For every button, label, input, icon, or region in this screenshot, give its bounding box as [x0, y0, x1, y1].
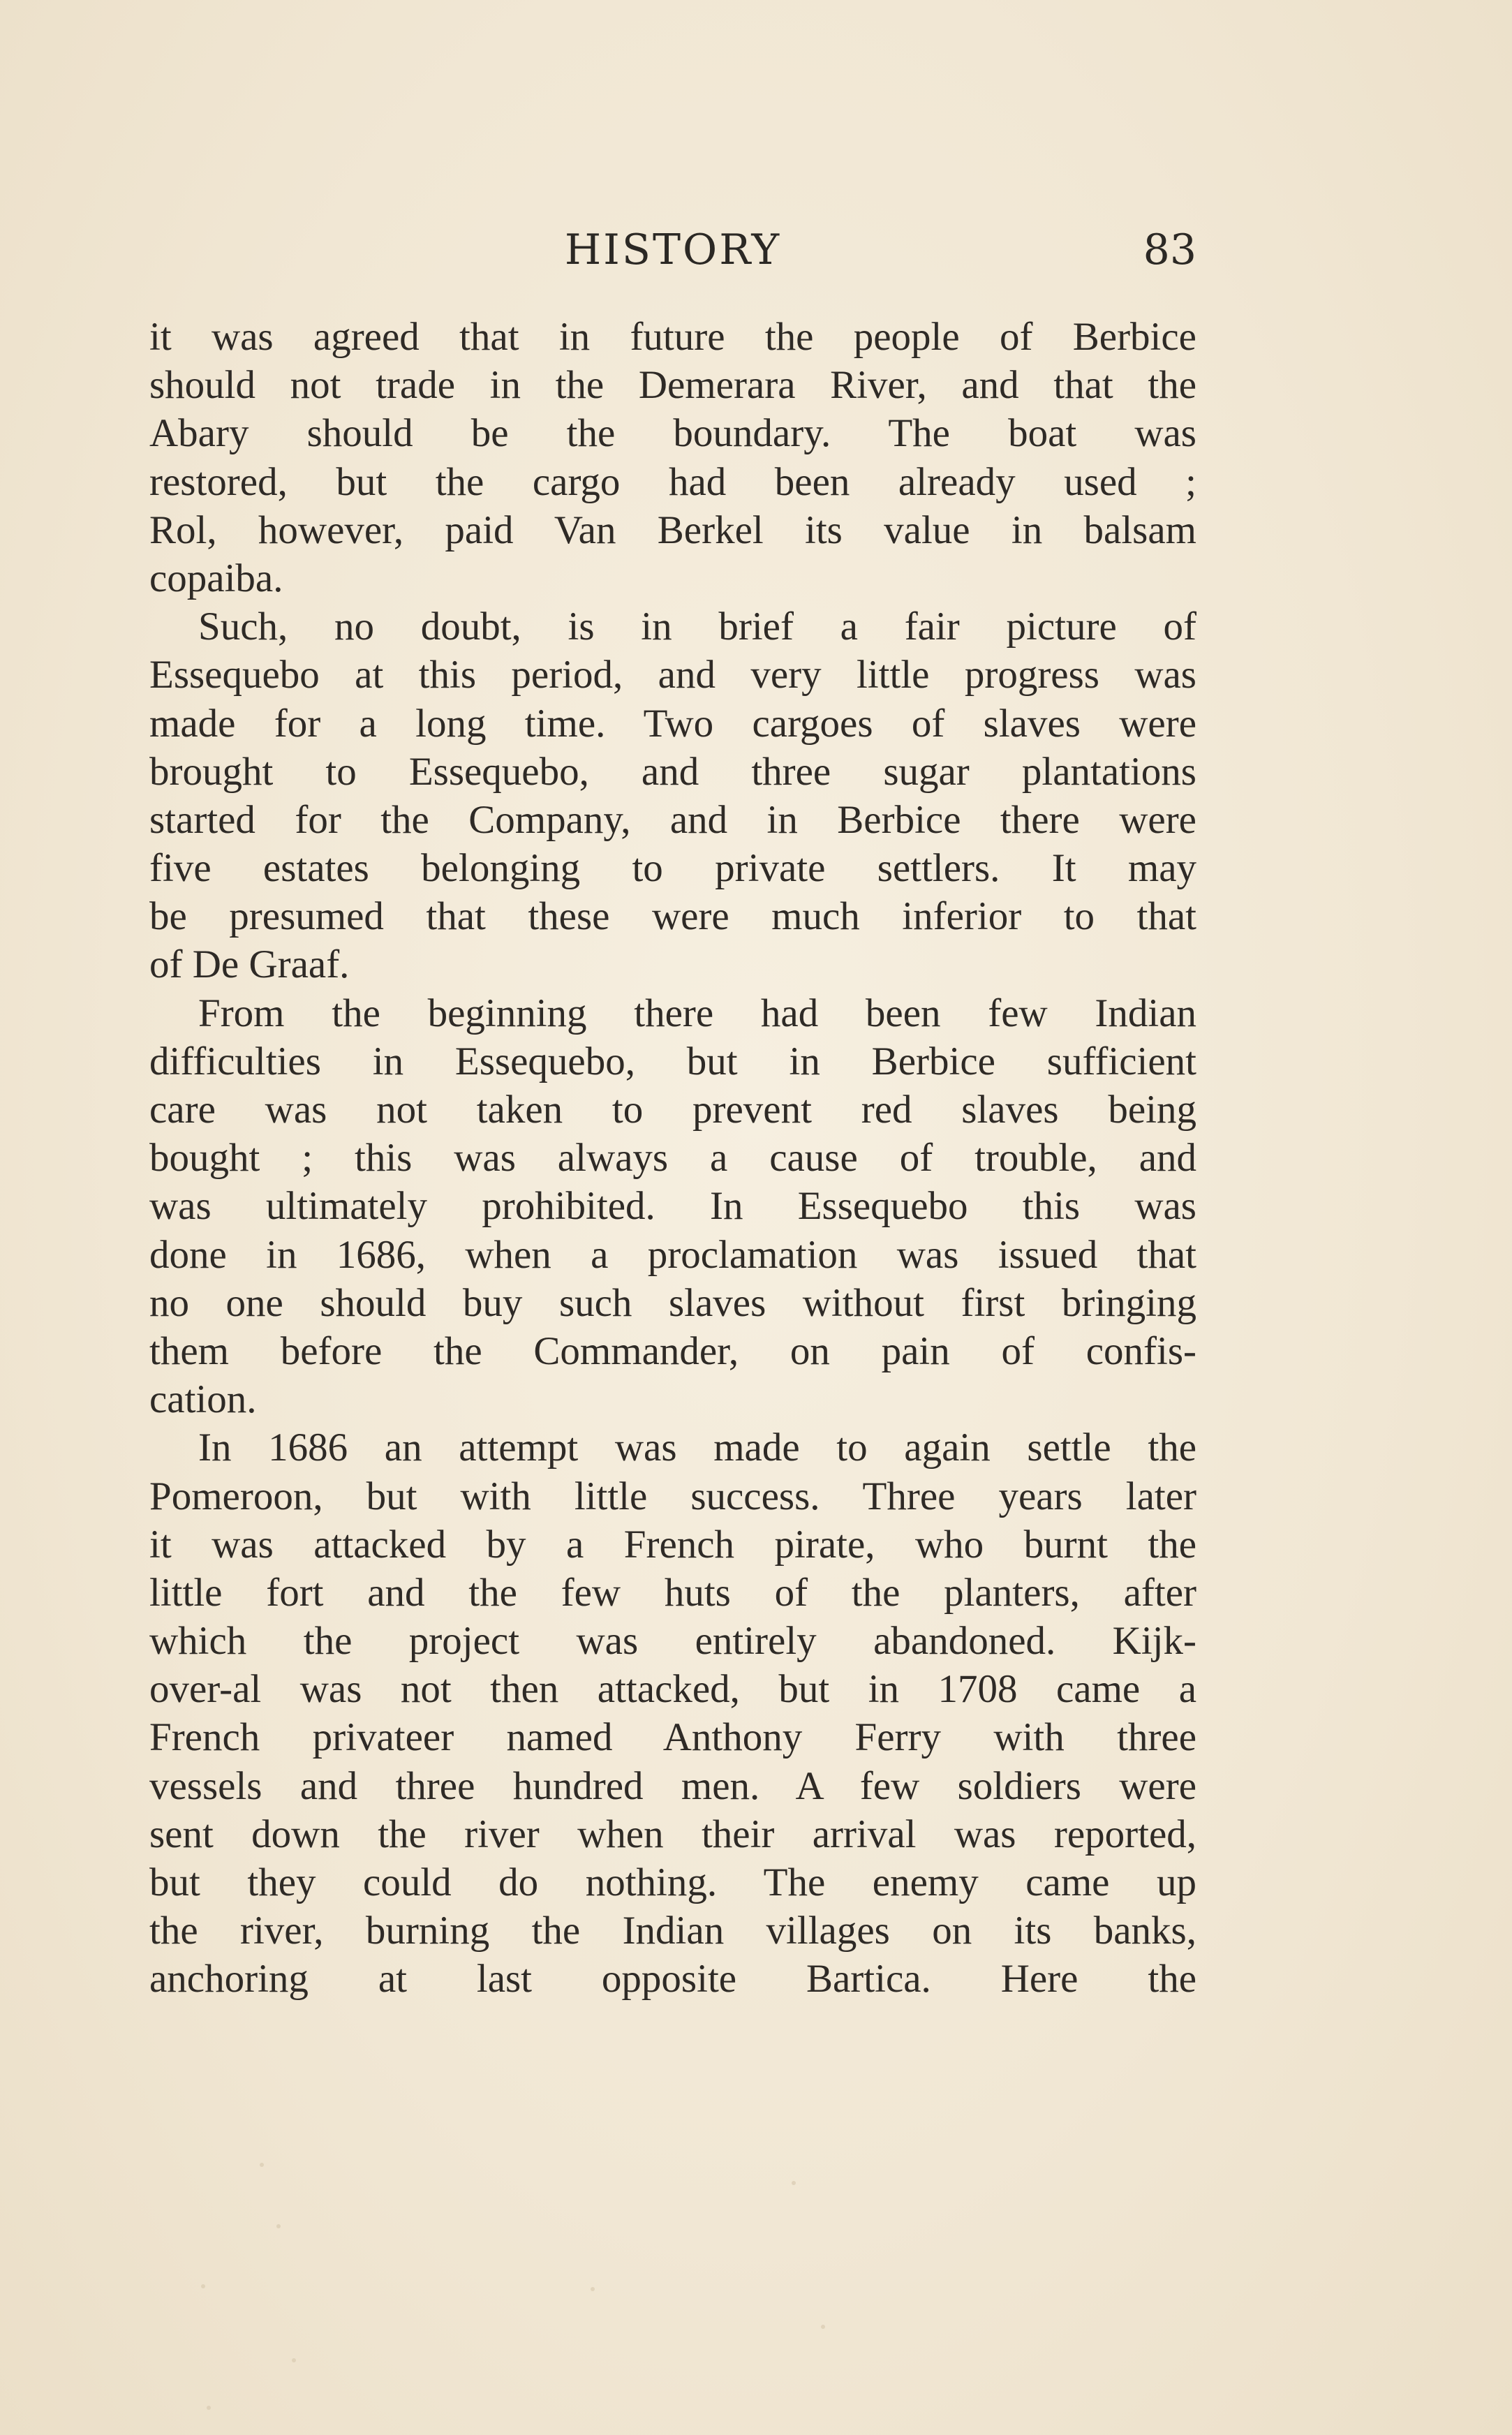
text-line: Pomeroon, but with little success. Three years later — [149, 1474, 1196, 1518]
paper-speck — [201, 2284, 205, 2288]
text-line: Rol, however, paid Van Berkel its value in balsam — [149, 508, 1196, 552]
text-line: them before the Commander, on pain of confis- — [149, 1328, 1196, 1373]
paper-speck — [821, 2325, 825, 2329]
paper-speck — [207, 2406, 211, 2410]
text-line: vessels and three hundred men. A few soldiers were — [149, 1763, 1196, 1808]
text-line: which the project was entirely abandoned. Kijk- — [149, 1619, 1196, 1664]
text-line: Essequebo at this period, and very little progress was — [149, 653, 1196, 697]
text-line: it was attacked by a French pirate, who burnt the — [149, 1522, 1196, 1567]
text-line: made for a long time. Two cargoes of slaves were — [149, 701, 1196, 746]
text-line: copaiba. — [149, 556, 283, 600]
paragraph — [149, 989, 1196, 1424]
text-line: was ultimately prohibited. In Essequebo this was — [149, 1184, 1196, 1229]
text-line: cation. — [149, 1377, 257, 1422]
text-line: be presumed that these were much inferior to that — [149, 894, 1196, 939]
text-line: In 1686 an attempt was made to again settle the — [198, 1426, 1196, 1470]
page-number: 83 — [1143, 225, 1196, 274]
text-line: brought to Essequebo, and three sugar plantations — [149, 749, 1196, 794]
text-line: done in 1686, when a proclamation was issued that — [149, 1232, 1196, 1277]
text-line: Such, no doubt, is in brief a fair picture of — [198, 605, 1196, 649]
paragraph — [149, 313, 1196, 602]
paper-speck — [591, 2287, 595, 2291]
text-line: but they could do nothing. The enemy came up — [149, 1860, 1196, 1904]
text-line: little fort and the few huts of the planters, after — [149, 1570, 1196, 1615]
text-line: anchoring at last opposite Bartica. Here the — [149, 1957, 1196, 2001]
paper-speck — [292, 2358, 296, 2362]
text-line: the river, burning the Indian villages on its banks, — [149, 1909, 1196, 1953]
text-line: Abary should be the boundary. The boat was — [149, 411, 1196, 456]
text-line: From the beginning there had been few Indian — [198, 991, 1196, 1035]
paper-speck — [792, 2181, 796, 2185]
text-line: of De Graaf. — [149, 942, 350, 987]
text-line: restored, but the cargo had been already used ; — [149, 459, 1196, 504]
text-line: started for the Company, and in Berbice there were — [149, 797, 1196, 842]
paper-speck — [276, 2224, 281, 2228]
running-title: HISTORY — [564, 225, 782, 274]
text-line: no one should buy such slaves without first bringing — [149, 1280, 1196, 1325]
paragraph — [149, 602, 1196, 989]
body-text — [149, 313, 1196, 2004]
text-line: care was not taken to prevent red slaves being — [149, 1088, 1196, 1132]
text-line: it was agreed that in future the people of Berbice — [149, 315, 1196, 359]
paper-speck — [260, 2163, 264, 2167]
text-line: five estates belonging to private settlers. It may — [149, 846, 1196, 891]
text-line: difficulties in Essequebo, but in Berbice sufficient — [149, 1039, 1196, 1083]
text-line: over-al was not then attacked, but in 1708 came a — [149, 1667, 1196, 1712]
text-line: bought ; this was always a cause of trouble, and — [149, 1136, 1196, 1181]
page-header — [149, 222, 1196, 278]
text-line: should not trade in the Demerara River, and that the — [149, 363, 1196, 408]
text-line: sent down the river when their arrival was reported, — [149, 1812, 1196, 1856]
paragraph — [149, 1423, 1196, 2003]
text-line: French privateer named Anthony Ferry with three — [149, 1715, 1196, 1760]
